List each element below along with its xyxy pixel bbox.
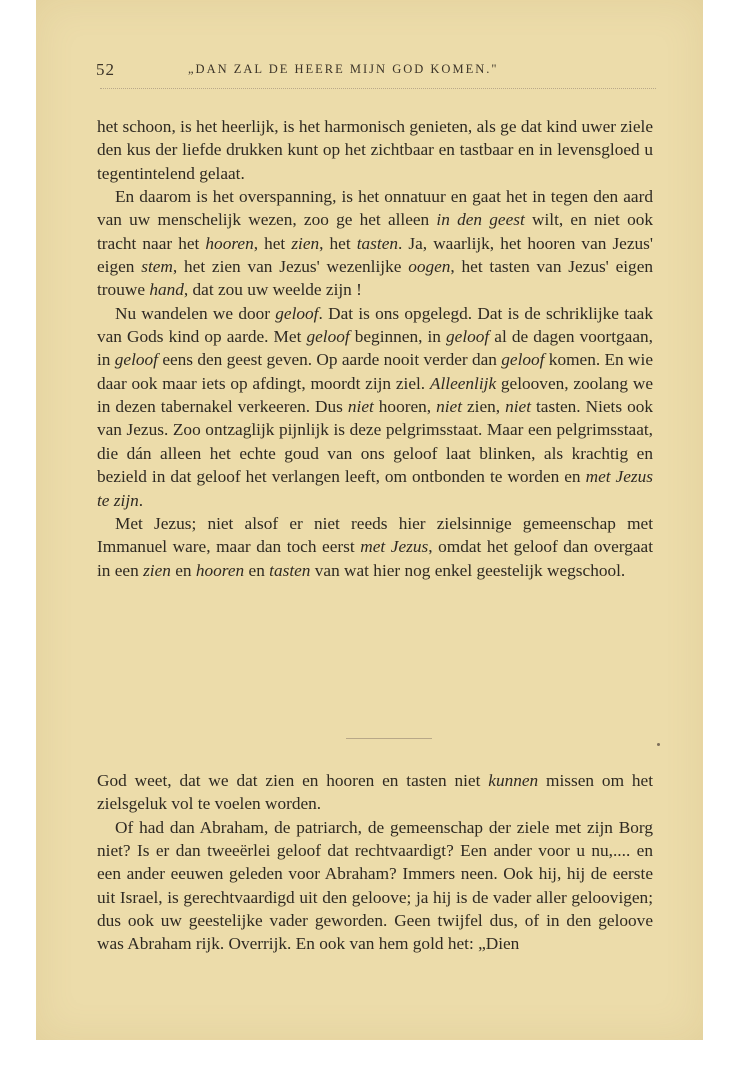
emphasis-text: geloof xyxy=(446,327,490,347)
text-run: zien, xyxy=(462,397,506,417)
text-run: van wat hier nog enkel geestelijk wegschool. xyxy=(310,560,626,580)
text-run: , dat zou uw weelde zijn ! xyxy=(183,280,362,300)
emphasis-text: hooren xyxy=(195,560,245,580)
text-run: al de dagen voortgaan, in xyxy=(97,327,653,370)
emphasis-text: oogen xyxy=(408,257,451,277)
text-run: eens den geest geven. Op aarde nooit verder dan xyxy=(157,350,502,370)
emphasis-text: hooren xyxy=(205,233,254,253)
paragraph-4 xyxy=(97,512,653,582)
emphasis-text: tasten xyxy=(269,560,311,580)
text-run: Of had dan Abraham, de patriarch, de gemeenschap der ziele met zijn Borg niet? Is er dan tweeërlei geloof dat rechtvaardigt? Een ander voor u nu,.... en een ander eeuwen geleden voor Abraham? Immers neen. Ook hij, hij de eerste uit Israel, is gerechtvaardigd uit den geloove; ja hij is de vader aller geloovigen; dus ook uw geestelijke vader geworden. Geen twijfel dus, of in den geloove was Abraham rijk. Overrijk. En ook van hem gold het: „Dien xyxy=(97,817,653,954)
text-run: gelooven, zoolang we in dezen tabernakel verkeeren. Dus xyxy=(97,373,653,417)
emphasis-text: in den geest xyxy=(436,210,525,230)
text-block-lower xyxy=(97,769,653,956)
emphasis-text: Alleenlijk xyxy=(429,373,497,393)
running-title: „DAN ZAL DE HEERE MIJN GOD KOMEN." xyxy=(188,62,499,76)
text-run: en xyxy=(170,560,196,580)
page-header xyxy=(96,60,656,84)
emphasis-text: hand xyxy=(149,280,184,300)
text-run: , het tasten van Jezus' eigen trouwe xyxy=(97,257,654,300)
emphasis-text: niet xyxy=(436,397,463,417)
ink-speck xyxy=(657,743,660,746)
text-run: . xyxy=(138,490,144,510)
text-run: , omdat het geloof dan overgaat in een xyxy=(97,537,653,580)
emphasis-text: zien xyxy=(143,560,171,580)
emphasis-text: met Jezus xyxy=(360,537,429,557)
text-run: hooren, xyxy=(373,397,437,417)
header-rule xyxy=(100,88,656,89)
emphasis-text: zien xyxy=(291,233,320,253)
text-run: Nu wandelen we door xyxy=(115,303,276,323)
paragraph-2 xyxy=(97,185,653,302)
page-number: 52 xyxy=(96,60,115,79)
text-run: en xyxy=(244,560,270,580)
text-run: , het xyxy=(319,233,357,253)
text-run: God weet, dat we dat zien en hooren en tasten niet xyxy=(97,771,489,790)
text-run: missen om het zielsgeluk vol te voelen worden. xyxy=(97,771,653,814)
paragraph-6 xyxy=(97,816,653,956)
text-run: . Dat is ons opgelegd. Dat is de schriklijke taak van Gods kind op aarde. Met xyxy=(97,303,653,347)
paragraph-1 xyxy=(97,115,653,185)
emphasis-text: stem xyxy=(141,257,173,277)
emphasis-text: geloof xyxy=(501,350,545,370)
text-run: beginnen, in xyxy=(349,327,447,347)
text-run: , het xyxy=(253,233,292,253)
text-block-upper xyxy=(97,115,653,582)
emphasis-text: kunnen xyxy=(488,771,539,790)
emphasis-text: geloof xyxy=(114,350,158,370)
emphasis-text: niet xyxy=(347,397,374,417)
emphasis-text: tasten xyxy=(356,233,399,253)
paragraph-3 xyxy=(97,302,653,512)
text-run: , het zien van Jezus' wezenlijke xyxy=(172,257,409,277)
emphasis-text: geloof xyxy=(275,303,319,323)
text-run: wilt, en niet ook tracht naar het xyxy=(97,210,653,253)
section-divider xyxy=(346,738,432,739)
emphasis-text: geloof xyxy=(306,327,350,347)
emphasis-text: met Jezus te zijn xyxy=(97,467,653,510)
text-run: . Ja, waarlijk, het hooren van Jezus' eigen xyxy=(97,233,654,277)
text-run: Met Jezus; niet alsof er niet reeds hier zielsinnige gemeenschap met Immanuel ware, maar dan toch eerst xyxy=(97,513,653,557)
emphasis-text: niet xyxy=(505,397,532,417)
paragraph-5 xyxy=(97,769,653,816)
text-run: komen. En wie daar ook maar iets op afdingt, moordt zijn ziel. xyxy=(97,350,653,393)
text-run: En daarom is het overspanning, is het onnatuur en gaat het in tegen den aard van uw menschelijk wezen, zoo ge het alleen xyxy=(97,187,653,230)
text-run: tasten. Niets ook van Jezus. Zoo ontzaglijk pijnlijk is deze pelgrimsstaat. Maar een pelgrimsstaat, die dán alleen het echte goud van ons geloof laat blinken, als krachtig en bezield in dat geloof het verlangen leeft, om ontbonden te worden en xyxy=(97,397,653,487)
text-run: het schoon, is het heerlijk, is het harmonisch genieten, als ge dat kind uwer ziele den kus der liefde drukken kunt op het zichtbaar en tastbaar en in levensgloed u tegentintelend gelaat. xyxy=(97,117,653,183)
